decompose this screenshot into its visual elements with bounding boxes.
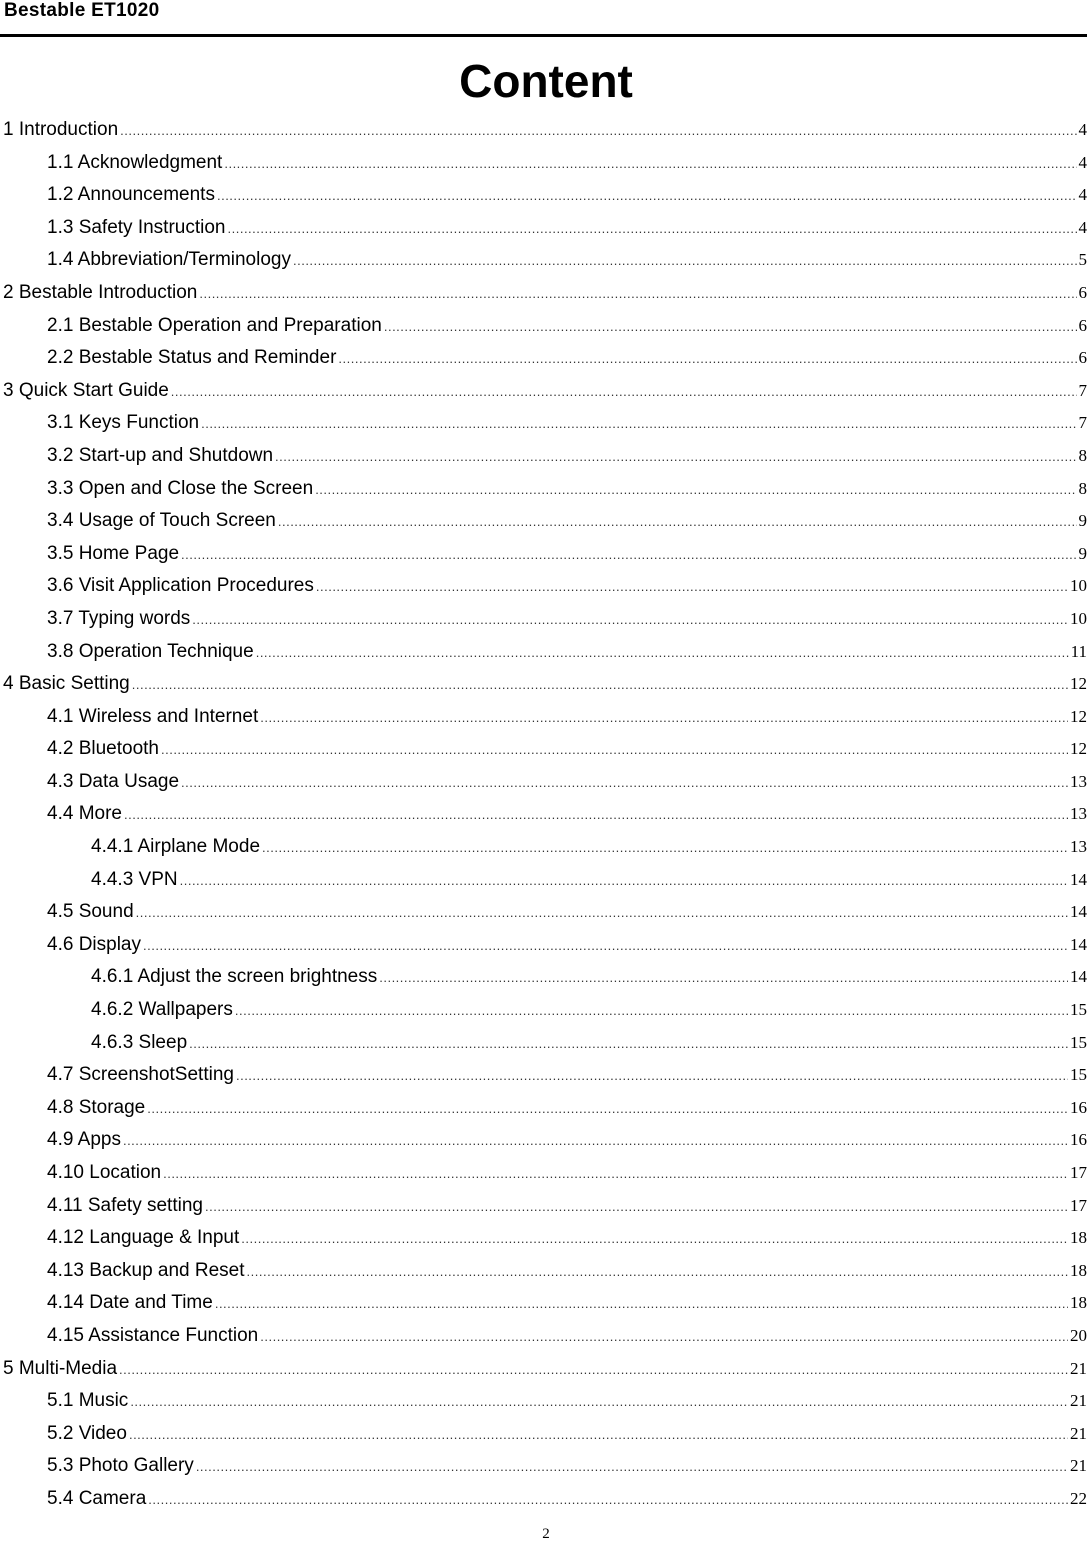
- toc-entry[interactable]: [0, 638, 1092, 671]
- table-of-contents: [0, 116, 1092, 1518]
- dot-leader: [338, 345, 1076, 373]
- toc-entry-label: 3.5 Home Page: [47, 542, 180, 564]
- toc-entry[interactable]: [0, 475, 1092, 508]
- toc-entry[interactable]: [0, 670, 1092, 703]
- toc-entry[interactable]: [0, 1192, 1092, 1225]
- toc-entry-label: 3.6 Visit Application Procedures: [47, 575, 314, 597]
- toc-entry-page: 10: [1070, 608, 1087, 628]
- toc-entry[interactable]: [0, 572, 1092, 605]
- toc-entry-label: 2 Bestable Introduction: [3, 281, 198, 303]
- dot-leader: [130, 1388, 1068, 1416]
- page-header: [0, 0, 1092, 40]
- toc-entry-label: 4.11 Safety setting: [47, 1194, 203, 1216]
- brand-model: Bestable ET1020: [4, 0, 160, 21]
- dot-leader: [171, 378, 1077, 406]
- dot-leader: [199, 280, 1076, 308]
- dot-leader: [132, 671, 1068, 699]
- toc-entry-page: 21: [1070, 1358, 1087, 1378]
- toc-entry[interactable]: [0, 246, 1092, 279]
- toc-entry-label: 4.15 Assistance Function: [47, 1324, 259, 1346]
- toc-entry[interactable]: [0, 214, 1092, 247]
- toc-entry[interactable]: [0, 1355, 1092, 1388]
- toc-entry[interactable]: [0, 377, 1092, 410]
- toc-entry-label: 4.6 Display: [47, 933, 141, 955]
- toc-entry-label: 4.7 ScreenshotSetting: [47, 1064, 234, 1086]
- toc-entry-page: 10: [1070, 576, 1087, 596]
- toc-entry-label: 1 Introduction: [3, 119, 119, 140]
- toc-entry-page: 15: [1070, 1000, 1087, 1020]
- toc-entry[interactable]: [0, 833, 1092, 866]
- toc-entry-page: 20: [1070, 1325, 1087, 1345]
- toc-entry[interactable]: [0, 1224, 1092, 1257]
- toc-entry-label: 4.3 Data Usage: [47, 770, 180, 792]
- toc-entry-page: 15: [1070, 1032, 1087, 1052]
- toc-entry[interactable]: [0, 605, 1092, 638]
- toc-entry[interactable]: [0, 866, 1092, 899]
- toc-entry-page: 11: [1070, 641, 1087, 661]
- dot-leader: [123, 1127, 1068, 1155]
- toc-entry-page: 4: [1078, 120, 1087, 139]
- toc-entry-label: 3 Quick Start Guide: [3, 379, 169, 401]
- dot-leader: [180, 867, 1068, 895]
- toc-entry[interactable]: [0, 1029, 1092, 1062]
- toc-entry[interactable]: [0, 735, 1092, 768]
- toc-entry-label: 5.2 Video: [47, 1422, 127, 1444]
- toc-entry[interactable]: [0, 149, 1092, 182]
- dot-leader: [181, 769, 1068, 797]
- toc-entry[interactable]: [0, 344, 1092, 377]
- toc-entry-label: 3.1 Keys Function: [47, 412, 200, 434]
- toc-entry[interactable]: [0, 540, 1092, 573]
- dot-leader: [192, 606, 1068, 634]
- toc-entry[interactable]: [0, 1420, 1092, 1453]
- dot-leader: [124, 801, 1068, 829]
- toc-entry-label: 4.5 Sound: [47, 901, 134, 923]
- toc-entry-label: 2.2 Bestable Status and Reminder: [47, 347, 337, 369]
- toc-entry[interactable]: [0, 898, 1092, 931]
- toc-entry-page: 21: [1070, 1456, 1087, 1476]
- toc-entry-page: 14: [1070, 902, 1087, 922]
- page-title: Content: [459, 55, 633, 107]
- toc-entry-page: 17: [1070, 1195, 1087, 1215]
- toc-entry-label: 3.4 Usage of Touch Screen: [47, 510, 276, 532]
- toc-entry-label: 4.2 Bluetooth: [47, 738, 159, 760]
- toc-entry-page: 6: [1078, 282, 1087, 302]
- toc-entry-label: 5.4 Camera: [47, 1487, 147, 1509]
- toc-entry-page: 21: [1070, 1391, 1087, 1411]
- toc-entry[interactable]: [0, 931, 1092, 964]
- dot-leader: [147, 1095, 1068, 1123]
- dot-leader: [189, 1030, 1068, 1058]
- header-rule: [0, 34, 1087, 37]
- toc-entry-page: 7: [1078, 380, 1087, 400]
- toc-entry[interactable]: [0, 1061, 1092, 1094]
- toc-entry-page: 12: [1070, 706, 1087, 726]
- toc-entry[interactable]: [0, 1322, 1092, 1355]
- toc-entry[interactable]: [0, 1387, 1092, 1420]
- dot-leader: [228, 215, 1077, 243]
- toc-entry-label: 1.1 Acknowledgment: [47, 151, 223, 173]
- toc-entry-label: 4.12 Language & Input: [47, 1227, 240, 1249]
- dot-leader: [181, 541, 1076, 569]
- toc-entry-page: 18: [1070, 1228, 1087, 1248]
- dot-leader: [224, 150, 1076, 178]
- toc-entry-label: 4.10 Location: [47, 1162, 162, 1183]
- dot-leader: [143, 932, 1068, 960]
- dot-leader: [260, 1323, 1068, 1351]
- dot-leader: [316, 573, 1068, 601]
- toc-entry[interactable]: [0, 409, 1092, 442]
- dot-leader: [278, 508, 1077, 536]
- dot-leader: [136, 899, 1068, 927]
- toc-entry[interactable]: [0, 768, 1092, 801]
- dot-leader: [256, 639, 1069, 667]
- toc-entry-label: 4.9 Apps: [47, 1129, 121, 1151]
- toc-entry-page: 9: [1078, 511, 1087, 531]
- toc-entry-label: 1.2 Announcements: [47, 184, 215, 206]
- toc-entry-page: 4: [1078, 152, 1087, 172]
- toc-entry[interactable]: [0, 996, 1092, 1029]
- toc-entry-page: 6: [1078, 315, 1087, 335]
- toc-entry[interactable]: [0, 800, 1092, 833]
- toc-entry[interactable]: [0, 703, 1092, 736]
- dot-leader: [201, 410, 1076, 438]
- toc-entry-page: 12: [1070, 739, 1087, 759]
- toc-entry-page: 21: [1070, 1423, 1087, 1443]
- toc-entry-page: 15: [1070, 1065, 1087, 1085]
- dot-leader: [262, 834, 1068, 862]
- toc-entry-page: 13: [1070, 771, 1087, 791]
- toc-entry[interactable]: [0, 1289, 1092, 1322]
- toc-entry-label: 5 Multi-Media: [3, 1357, 118, 1379]
- toc-entry[interactable]: [0, 1094, 1092, 1127]
- toc-entry-label: 4 Basic Setting: [3, 673, 130, 695]
- toc-entry-page: 8: [1078, 445, 1087, 465]
- toc-entry-label: 4.4.3 VPN: [91, 868, 178, 890]
- toc-entry-label: 3.7 Typing words: [47, 607, 191, 629]
- dot-leader: [241, 1225, 1068, 1253]
- dot-leader: [260, 704, 1068, 732]
- dot-leader: [196, 1453, 1068, 1481]
- toc-entry-page: 14: [1070, 967, 1087, 987]
- toc-entry-page: 22: [1070, 1488, 1087, 1508]
- toc-entry-label: 5.3 Photo Gallery: [47, 1455, 194, 1477]
- dot-leader: [379, 964, 1068, 992]
- toc-entry-label: 4.4 More: [47, 803, 122, 825]
- toc-entry[interactable]: [0, 312, 1092, 345]
- toc-entry-page: 17: [1070, 1163, 1087, 1182]
- toc-entry-page: 16: [1070, 1097, 1087, 1117]
- dot-leader: [163, 1160, 1068, 1188]
- dot-leader: [119, 1356, 1068, 1384]
- dot-leader: [235, 997, 1068, 1025]
- toc-entry[interactable]: [0, 181, 1092, 214]
- toc-entry-label: 4.1 Wireless and Internet: [47, 705, 259, 727]
- toc-entry-label: 4.6.3 Sleep: [91, 1031, 188, 1053]
- dot-leader: [315, 476, 1076, 504]
- dot-leader: [275, 443, 1076, 471]
- toc-entry-label: 4.4.1 Airplane Mode: [91, 836, 261, 858]
- toc-entry-label: 4.8 Storage: [47, 1096, 146, 1118]
- toc-entry-page: 5: [1078, 250, 1087, 270]
- toc-entry-page: 14: [1070, 869, 1087, 889]
- toc-entry[interactable]: [0, 279, 1092, 312]
- dot-leader: [120, 117, 1076, 145]
- dot-leader: [205, 1193, 1068, 1221]
- dot-leader: [215, 1290, 1068, 1318]
- dot-leader: [148, 1486, 1068, 1514]
- toc-entry-page: 18: [1070, 1260, 1087, 1280]
- toc-entry[interactable]: [0, 507, 1092, 540]
- toc-entry-label: 4.6.2 Wallpapers: [91, 999, 233, 1021]
- toc-entry-page: 12: [1070, 674, 1087, 694]
- toc-entry-label: 3.3 Open and Close the Screen: [47, 477, 314, 499]
- dot-leader: [161, 736, 1068, 764]
- dot-leader: [129, 1421, 1068, 1449]
- dot-leader: [217, 182, 1077, 210]
- toc-entry[interactable]: [0, 1485, 1092, 1518]
- toc-entry-page: 9: [1078, 543, 1087, 563]
- toc-entry[interactable]: [0, 116, 1092, 149]
- toc-entry[interactable]: [0, 1257, 1092, 1290]
- toc-entry-label: 2.1 Bestable Operation and Preparation: [47, 314, 382, 336]
- dot-leader: [247, 1258, 1068, 1286]
- toc-entry[interactable]: [0, 1159, 1092, 1192]
- toc-entry-label: 1.4 Abbreviation/Terminology: [47, 249, 291, 271]
- toc-entry-label: 3.2 Start-up and Shutdown: [47, 444, 274, 466]
- page-number: 2: [542, 1526, 550, 1542]
- toc-entry-page: 7: [1078, 413, 1087, 433]
- toc-entry-page: 14: [1070, 934, 1087, 954]
- toc-entry-label: 4.14 Date and Time: [47, 1292, 213, 1314]
- toc-entry-label: 3.8 Operation Technique: [47, 640, 254, 662]
- toc-entry-page: 4: [1078, 185, 1087, 205]
- toc-entry[interactable]: [0, 442, 1092, 475]
- toc-entry-page: 13: [1070, 804, 1087, 824]
- toc-entry-page: 8: [1078, 478, 1087, 498]
- toc-entry[interactable]: [0, 1126, 1092, 1159]
- toc-entry-label: 5.1 Music: [47, 1390, 129, 1412]
- toc-entry-page: 6: [1078, 348, 1087, 368]
- dot-leader: [236, 1062, 1068, 1090]
- toc-entry[interactable]: [0, 1452, 1092, 1485]
- toc-entry-page: 18: [1070, 1293, 1087, 1313]
- toc-entry-label: 4.6.1 Adjust the screen brightness: [91, 966, 378, 988]
- toc-entry-page: 16: [1070, 1130, 1087, 1150]
- toc-entry-label: 1.3 Safety Instruction: [47, 216, 226, 238]
- dot-leader: [384, 313, 1077, 341]
- dot-leader: [293, 247, 1077, 275]
- toc-entry-label: 4.13 Backup and Reset: [47, 1259, 245, 1281]
- toc-entry-page: 4: [1078, 217, 1087, 237]
- toc-entry-page: 13: [1070, 837, 1087, 857]
- toc-entry[interactable]: [0, 963, 1092, 996]
